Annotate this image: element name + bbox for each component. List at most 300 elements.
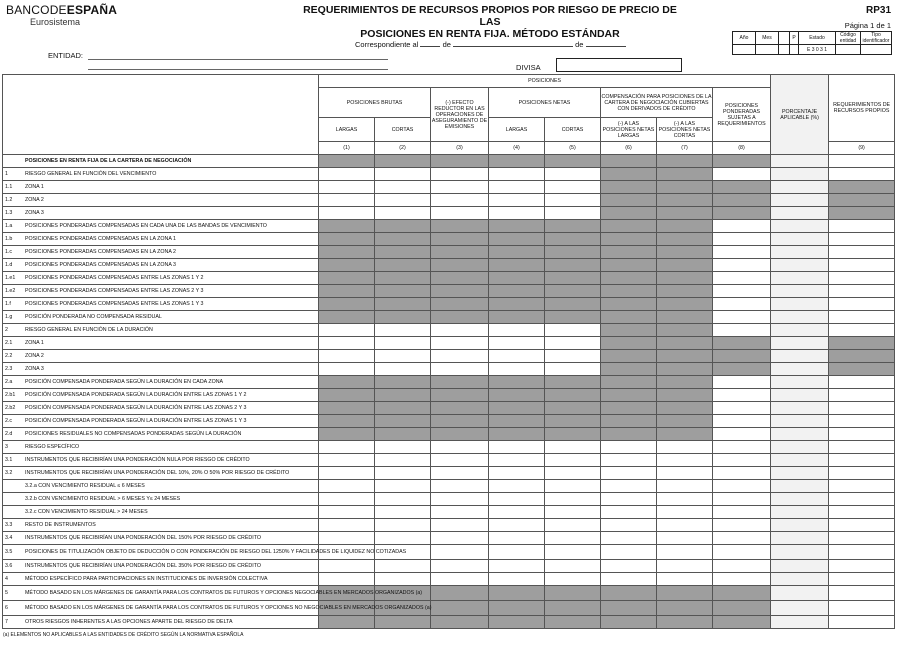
value-cell [489,428,545,441]
value-cell[interactable] [713,560,771,573]
table-row [3,506,895,519]
value-cell[interactable] [713,259,771,272]
value-cell[interactable] [601,560,657,573]
value-cell[interactable] [601,493,657,506]
value-cell[interactable] [431,560,489,573]
value-cell [713,586,771,601]
value-cell[interactable] [601,573,657,586]
table-row [3,272,895,285]
value-cell[interactable] [489,207,545,220]
value-cell[interactable] [713,454,771,467]
value-cell[interactable] [657,493,713,506]
value-cell[interactable] [713,324,771,337]
value-cell[interactable] [319,441,375,454]
value-cell[interactable] [319,363,375,376]
value-cell[interactable] [489,337,545,350]
value-cell [319,233,375,246]
value-cell[interactable] [657,467,713,480]
value-cell[interactable] [431,324,489,337]
value-cell [601,246,657,259]
value-cell [829,194,895,207]
value-cell[interactable] [375,454,431,467]
value-cell [319,220,375,233]
value-cell [657,207,713,220]
value-cell[interactable] [489,168,545,181]
value-cell[interactable] [431,194,489,207]
row-label: 1.g POSICIÓN PONDERADA NO COMPENSADA RESIDUAL [3,311,319,324]
value-cell [431,298,489,311]
value-cell [601,168,657,181]
value-cell[interactable] [431,350,489,363]
value-cell [545,402,601,415]
value-cell[interactable] [829,324,895,337]
page-number: Página 1 de 1 [844,21,891,30]
value-cell [489,298,545,311]
value-cell[interactable] [489,363,545,376]
table-row [3,324,895,337]
value-cell[interactable] [829,233,895,246]
row-label: 1.e1 POSICIONES PONDERADAS COMPENSADAS ENTRE LAS ZONAS 1 Y 2 [3,272,319,285]
value-cell[interactable] [829,616,895,629]
value-cell [771,337,829,350]
value-cell [601,298,657,311]
value-cell [375,246,431,259]
value-cell [601,389,657,402]
value-cell [319,285,375,298]
value-cell [431,155,489,168]
value-cell[interactable] [829,376,895,389]
value-cell [431,601,489,616]
value-cell[interactable] [829,506,895,519]
table-row [3,220,895,233]
value-cell[interactable] [319,207,375,220]
header-id-grid: Año Mes P Estado Código entidad Tipo identificador E 3 0 3 1 [732,31,892,55]
value-cell [771,285,829,298]
table-row [3,480,895,493]
value-cell[interactable] [489,532,545,545]
value-cell[interactable] [489,350,545,363]
value-cell [657,220,713,233]
value-cell [829,350,895,363]
value-cell[interactable] [431,545,489,560]
value-cell[interactable] [319,194,375,207]
value-cell [601,376,657,389]
value-cell[interactable] [829,168,895,181]
value-cell[interactable] [545,573,601,586]
value-cell[interactable] [829,467,895,480]
value-cell[interactable] [375,480,431,493]
value-cell[interactable] [545,454,601,467]
value-cell[interactable] [545,545,601,560]
value-cell[interactable] [713,428,771,441]
row-label: 1.e2 POSICIONES PONDERADAS COMPENSADAS ENTRE LAS ZONAS 2 Y 3 [3,285,319,298]
value-cell [657,285,713,298]
value-cell[interactable] [431,363,489,376]
value-cell[interactable] [545,532,601,545]
value-cell [771,259,829,272]
value-cell[interactable] [829,428,895,441]
value-cell[interactable] [375,467,431,480]
value-cell [545,586,601,601]
value-cell [601,428,657,441]
value-cell[interactable] [375,532,431,545]
value-cell [657,586,713,601]
value-cell[interactable] [829,441,895,454]
value-cell[interactable] [545,194,601,207]
value-cell[interactable] [713,493,771,506]
value-cell[interactable] [375,506,431,519]
row-label: 2.2 ZONA 2 [3,350,319,363]
value-cell[interactable] [713,285,771,298]
value-cell[interactable] [319,337,375,350]
value-cell[interactable] [545,181,601,194]
value-cell[interactable] [657,560,713,573]
value-cell[interactable] [545,350,601,363]
value-cell[interactable] [375,324,431,337]
value-cell[interactable] [375,168,431,181]
value-cell[interactable] [489,519,545,532]
value-cell[interactable] [545,337,601,350]
row-label: 7 OTROS RIESGOS INHERENTES A LAS OPCIONES APARTE DEL RIESGO DE DELTA [3,616,319,629]
value-cell [375,428,431,441]
value-cell[interactable] [375,350,431,363]
value-cell[interactable] [601,467,657,480]
value-cell[interactable] [489,467,545,480]
value-cell[interactable] [489,194,545,207]
value-cell [771,298,829,311]
value-cell[interactable] [375,560,431,573]
value-cell [375,389,431,402]
value-cell[interactable] [375,573,431,586]
row-label: 6 MÉTODO BASADO EN LOS MÁRGENES DE GARANTÍA PARA LOS CONTRATOS DE FUTUROS Y OPCIONES NO NEGOCIABLES EN MERCADOS ORGANIZADOS (a) [3,601,319,616]
value-cell[interactable] [319,532,375,545]
value-cell [771,376,829,389]
value-cell [431,259,489,272]
value-cell[interactable] [713,467,771,480]
value-cell [319,298,375,311]
year-field[interactable] [586,38,626,47]
value-cell[interactable] [657,441,713,454]
divisa-field[interactable] [556,58,682,72]
table-row [3,493,895,506]
value-cell[interactable] [713,311,771,324]
value-cell [431,376,489,389]
value-cell[interactable] [713,233,771,246]
value-cell[interactable] [829,545,895,560]
value-cell [431,272,489,285]
value-cell [431,285,489,298]
value-cell[interactable] [319,519,375,532]
entidad-field[interactable] [88,59,388,60]
value-cell[interactable] [657,532,713,545]
value-cell[interactable] [545,324,601,337]
value-cell [601,363,657,376]
value-cell[interactable] [829,586,895,601]
value-cell [771,246,829,259]
value-cell [713,194,771,207]
value-cell[interactable] [713,441,771,454]
value-cell[interactable] [319,454,375,467]
tipo-identificador-field[interactable] [861,45,892,55]
value-cell[interactable] [829,519,895,532]
value-cell [657,324,713,337]
value-cell[interactable] [545,467,601,480]
table-row [3,155,895,168]
ano-field[interactable] [733,45,756,55]
value-cell[interactable] [713,168,771,181]
value-cell[interactable] [431,493,489,506]
value-cell[interactable] [713,376,771,389]
month-field[interactable] [453,38,573,47]
value-cell [771,616,829,629]
row-label: 3.2.c CON VENCIMIENTO RESIDUAL > 24 MESES [3,506,319,519]
mes-field[interactable] [756,45,779,55]
value-cell[interactable] [489,573,545,586]
value-cell [657,233,713,246]
value-cell [713,616,771,629]
value-cell[interactable] [829,298,895,311]
value-cell [657,363,713,376]
value-cell[interactable] [713,480,771,493]
value-cell [489,376,545,389]
table-row [3,402,895,415]
value-cell [657,168,713,181]
value-cell[interactable] [489,324,545,337]
value-cell[interactable] [713,415,771,428]
value-cell[interactable] [829,454,895,467]
value-cell[interactable] [431,441,489,454]
value-cell [431,389,489,402]
value-cell [601,350,657,363]
value-cell[interactable] [489,545,545,560]
value-cell[interactable] [545,363,601,376]
value-cell[interactable] [829,220,895,233]
value-cell[interactable] [657,454,713,467]
table-row [3,441,895,454]
row-label: 1.c POSICIONES PONDERADAS COMPENSADAS EN LA ZONA 2 [3,246,319,259]
value-cell[interactable] [319,467,375,480]
value-cell[interactable] [489,441,545,454]
value-cell [489,601,545,616]
row-label: 2.b2 POSICIÓN COMPENSADA PONDERADA SEGÚN LA DURACIÓN ENTRE LAS ZONAS 2 Y 3 [3,402,319,415]
value-cell[interactable] [829,415,895,428]
value-cell [771,194,829,207]
value-cell[interactable] [431,454,489,467]
value-cell[interactable] [489,181,545,194]
day-field[interactable] [420,38,440,47]
value-cell[interactable] [431,480,489,493]
value-cell [771,415,829,428]
value-cell[interactable] [431,519,489,532]
value-cell[interactable] [489,560,545,573]
row-label: 3.1 INSTRUMENTOS QUE RECIBIRÍAN UNA PONDERACIÓN NULA POR RIESGO DE CRÉDITO [3,454,319,467]
value-cell[interactable] [319,350,375,363]
value-cell [545,311,601,324]
value-cell[interactable] [545,506,601,519]
value-cell[interactable] [319,560,375,573]
value-cell[interactable] [713,246,771,259]
value-cell [431,402,489,415]
table-row [3,389,895,402]
table-row [3,428,895,441]
header-ponderadas: POSICIONES PONDERADAS SUJETAS A REQUERIMIENTOS [713,88,771,142]
value-cell[interactable] [319,480,375,493]
value-cell[interactable] [431,207,489,220]
row-label: 3.2.a CON VENCIMIENTO RESIDUAL ≤ 6 MESES [3,480,319,493]
value-cell[interactable] [829,389,895,402]
value-cell[interactable] [829,560,895,573]
value-cell[interactable] [601,454,657,467]
value-cell[interactable] [431,506,489,519]
value-cell [545,428,601,441]
header-efecto: (-) EFECTO REDUCTOR EN LAS OPERACIONES DE ASEGURAMIENTO DE EMISIONES [431,88,489,142]
value-cell[interactable] [545,441,601,454]
value-cell [489,220,545,233]
value-cell[interactable] [319,324,375,337]
value-cell[interactable] [431,467,489,480]
value-cell[interactable] [657,545,713,560]
value-cell[interactable] [319,573,375,586]
value-cell[interactable] [713,573,771,586]
row-label: 3.2 INSTRUMENTOS QUE RECIBIRÍAN UNA PONDERACIÓN DEL 10%, 20% O 50% POR RIESGO DE CRÉDITO [3,467,319,480]
value-cell [489,402,545,415]
value-cell [489,259,545,272]
value-cell [319,272,375,285]
value-cell[interactable] [829,155,895,168]
value-cell[interactable] [489,506,545,519]
value-cell [431,616,489,629]
value-cell[interactable] [713,389,771,402]
value-cell [545,415,601,428]
value-cell[interactable] [431,168,489,181]
value-cell[interactable] [829,259,895,272]
value-cell[interactable] [431,532,489,545]
value-cell[interactable] [375,493,431,506]
value-cell[interactable] [375,337,431,350]
value-cell[interactable] [829,532,895,545]
value-cell [657,616,713,629]
table-row [3,298,895,311]
value-cell[interactable] [375,181,431,194]
value-cell [431,311,489,324]
p-field[interactable] [790,45,799,55]
value-cell [657,350,713,363]
value-cell[interactable] [713,532,771,545]
value-cell[interactable] [713,506,771,519]
value-cell[interactable] [431,573,489,586]
value-cell[interactable] [601,480,657,493]
value-cell[interactable] [375,519,431,532]
value-cell[interactable] [431,181,489,194]
value-cell[interactable] [545,168,601,181]
value-cell [657,155,713,168]
value-cell [771,480,829,493]
value-cell [771,441,829,454]
table-row [3,233,895,246]
value-cell[interactable] [375,441,431,454]
value-cell [375,376,431,389]
value-cell[interactable] [601,441,657,454]
value-cell[interactable] [545,207,601,220]
value-cell[interactable] [829,285,895,298]
row-label: 3.2.b CON VENCIMIENTO RESIDUAL > 6 MESES Y≤ 24 MESES [3,493,319,506]
table-row [3,337,895,350]
value-cell[interactable] [657,506,713,519]
value-cell[interactable] [829,480,895,493]
value-cell[interactable] [713,402,771,415]
value-cell[interactable] [601,545,657,560]
value-cell[interactable] [713,545,771,560]
value-cell[interactable] [657,573,713,586]
value-cell[interactable] [545,560,601,573]
value-cell[interactable] [489,493,545,506]
value-cell[interactable] [601,532,657,545]
value-cell[interactable] [601,519,657,532]
value-cell [545,616,601,629]
value-cell[interactable] [713,298,771,311]
table-row [3,207,895,220]
value-cell[interactable] [657,480,713,493]
value-cell [771,324,829,337]
value-cell [319,246,375,259]
value-cell[interactable] [829,272,895,285]
value-cell[interactable] [713,272,771,285]
value-cell[interactable] [545,480,601,493]
value-cell[interactable] [489,454,545,467]
value-cell [771,545,829,560]
entidad-field-2[interactable] [88,69,388,70]
value-cell[interactable] [545,519,601,532]
row-label: 5 MÉTODO BASADO EN LOS MÁRGENES DE GARANTÍA PARA LOS CONTRATOS DE FUTUROS Y OPCIONES NEGOCIABLES EN MERCADOS ORGANIZADOS (a) [3,586,319,601]
value-cell [489,246,545,259]
value-cell[interactable] [375,363,431,376]
value-cell[interactable] [829,246,895,259]
value-cell[interactable] [375,194,431,207]
header-posiciones: POSICIONES [319,75,771,88]
value-cell[interactable] [829,311,895,324]
value-cell[interactable] [319,493,375,506]
value-cell [319,428,375,441]
value-cell[interactable] [829,601,895,616]
value-cell [657,402,713,415]
value-cell [375,285,431,298]
value-cell[interactable] [601,506,657,519]
value-cell [319,376,375,389]
table-row [3,363,895,376]
value-cell [601,586,657,601]
value-cell[interactable] [319,181,375,194]
value-cell[interactable] [319,506,375,519]
value-cell[interactable] [829,402,895,415]
value-cell[interactable] [829,493,895,506]
value-cell[interactable] [829,573,895,586]
row-label: 2 RIESGO GENERAL EN FUNCIÓN DE LA DURACIÓN [3,324,319,337]
value-cell[interactable] [713,220,771,233]
value-cell[interactable] [375,207,431,220]
value-cell [713,363,771,376]
value-cell [829,207,895,220]
value-cell [771,560,829,573]
value-cell[interactable] [545,493,601,506]
value-cell[interactable] [657,519,713,532]
value-cell[interactable] [713,519,771,532]
value-cell[interactable] [489,480,545,493]
value-cell[interactable] [319,168,375,181]
header-porcentaje: PORCENTAJE APLICABLE (%) [771,75,829,155]
codigo-entidad-field[interactable] [836,45,861,55]
value-cell [657,181,713,194]
value-cell[interactable] [431,337,489,350]
